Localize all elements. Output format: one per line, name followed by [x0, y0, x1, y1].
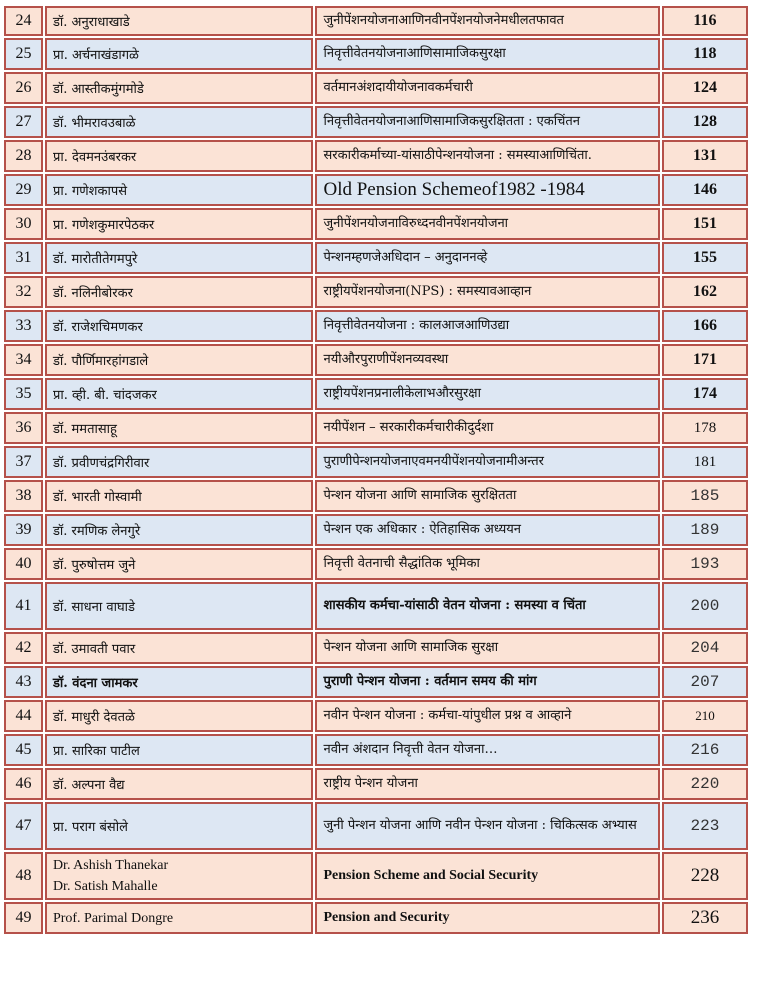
serial-number: 30 — [4, 208, 43, 240]
article-title: पेन्शन योजना आणि सामाजिक सुरक्षा — [315, 632, 659, 664]
serial-number: 36 — [4, 412, 43, 444]
table-row — [4, 548, 748, 580]
table-row — [4, 734, 748, 766]
serial-number: 24 — [4, 6, 43, 36]
article-title: पुराणीपेन्शनयोजनाएवमनयीपेंशनयोजनामीअन्तर — [315, 446, 659, 478]
author-name: Prof. Parimal Dongre — [45, 902, 314, 934]
page-number: 118 — [662, 38, 748, 70]
serial-number: 40 — [4, 548, 43, 580]
page-number: 116 — [662, 6, 748, 36]
table-row — [4, 768, 748, 800]
table-row — [4, 480, 748, 512]
serial-number: 28 — [4, 140, 43, 172]
table-row — [4, 174, 748, 206]
author-name: प्रा. सारिका पाटील — [45, 734, 314, 766]
article-title: सरकारीकर्माच्या-यांसाठीपेन्शनयोजना : समस्याआणिचिंता. — [315, 140, 659, 172]
page-number: 236 — [662, 902, 748, 934]
article-title: नवीन अंशदान निवृत्ती वेतन योजना… — [315, 734, 659, 766]
serial-number: 32 — [4, 276, 43, 308]
table-row — [4, 582, 748, 630]
author-name: डॉ. राजेशचिमणकर — [45, 310, 314, 342]
page-number: 151 — [662, 208, 748, 240]
author-name: प्रा. गणेशकापसे — [45, 174, 314, 206]
table-row — [4, 72, 748, 104]
author-name: डॉ. मारोतीतेगमपुरे — [45, 242, 314, 274]
serial-number: 31 — [4, 242, 43, 274]
article-title: राष्ट्रीयपेंशनयोजना(NPS) : समस्यावआव्हान — [315, 276, 659, 308]
serial-number: 35 — [4, 378, 43, 410]
author-name: डॉ. पौर्णिमारहांगडाले — [45, 344, 314, 376]
serial-number: 38 — [4, 480, 43, 512]
table-row — [4, 446, 748, 478]
article-title: पेन्शन एक अधिकार : ऐतिहासिक अध्ययन — [315, 514, 659, 546]
author-name: डॉ. आस्तीकमुंगमोडे — [45, 72, 314, 104]
table-row — [4, 208, 748, 240]
table-row — [4, 344, 748, 376]
article-title: नयीपेंशन – सरकारीकर्मचारीकीदुर्दशा — [315, 412, 659, 444]
serial-number: 26 — [4, 72, 43, 104]
article-title: निवृत्ती वेतनाची सैद्धांतिक भूमिका — [315, 548, 659, 580]
page-number: 207 — [662, 666, 748, 698]
author-name: डॉ. अल्पना वैद्य — [45, 768, 314, 800]
serial-number: 33 — [4, 310, 43, 342]
serial-number: 41 — [4, 582, 43, 630]
author-name: डॉ. उमावती पवार — [45, 632, 314, 664]
author-name: डॉ. पुरुषोत्तम जुने — [45, 548, 314, 580]
serial-number: 46 — [4, 768, 43, 800]
page-number: 146 — [662, 174, 748, 206]
table-row — [4, 276, 748, 308]
author-name: प्रा. गणेशकुमारपेठकर — [45, 208, 314, 240]
table-row — [4, 140, 748, 172]
page-number: 166 — [662, 310, 748, 342]
serial-number: 27 — [4, 106, 43, 138]
table-row — [4, 310, 748, 342]
article-title: Old Pension Schemeof1982 -1984 — [315, 174, 659, 206]
serial-number: 34 — [4, 344, 43, 376]
page-number: 124 — [662, 72, 748, 104]
article-title: निवृत्तीवेतनयोजनाआणिसामाजिकसुरक्षितता : एकचिंतन — [315, 106, 659, 138]
table-row — [4, 902, 748, 934]
page-number: 204 — [662, 632, 748, 664]
article-title: निवृत्तीवेतनयोजनाआणिसामाजिकसुरक्षा — [315, 38, 659, 70]
author-name: डॉ. माधुरी देवतळे — [45, 700, 314, 732]
page-number: 181 — [662, 446, 748, 478]
article-title: वर्तमानअंशदायीयोजनावकर्मचारी — [315, 72, 659, 104]
author-name: डॉ. साधना वाघाडे — [45, 582, 314, 630]
table-row — [4, 514, 748, 546]
author-name: डॉ. ममतासाहू — [45, 412, 314, 444]
page-number: 131 — [662, 140, 748, 172]
article-title: Pension Scheme and Social Security — [315, 852, 659, 900]
article-title: निवृत्तीवेतनयोजना : कालआजआणिउद्या — [315, 310, 659, 342]
author-name-2: Dr. Satish Mahalle — [52, 879, 158, 894]
author-name: डॉ. प्रवीणचंद्रगिरीवार — [45, 446, 314, 478]
article-title: नयीऔरपुराणीपेंशनव्यवस्था — [315, 344, 659, 376]
page-number: 210 — [662, 700, 748, 732]
article-title: जुनीपेंशनयोजनाविरुध्दनवीनपेंशनयोजना — [315, 208, 659, 240]
serial-number: 44 — [4, 700, 43, 732]
serial-number: 29 — [4, 174, 43, 206]
page-number: 193 — [662, 548, 748, 580]
table-row — [4, 802, 748, 850]
article-title: जुनीपेंशनयोजनाआणिनवीनपेंशनयोजनेमधीलतफावत — [315, 6, 659, 36]
page-number: 200 — [662, 582, 748, 630]
author-name: प्रा. पराग बंसोले — [45, 802, 314, 850]
author-name-1: Dr. Ashish Thanekar — [52, 858, 169, 873]
serial-number: 39 — [4, 514, 43, 546]
serial-number: 45 — [4, 734, 43, 766]
serial-number: 48 — [4, 852, 43, 900]
author-name: डॉ. नलिनीबोरकर — [45, 276, 314, 308]
author-name: डॉ. भीमरावउबाळे — [45, 106, 314, 138]
article-title: नवीन पेन्शन योजना : कर्मचा-यांपुधील प्रश्न व आव्हाने — [315, 700, 659, 732]
page-number: 155 — [662, 242, 748, 274]
page-number: 171 — [662, 344, 748, 376]
article-title: Pension and Security — [315, 902, 659, 934]
author-name: डॉ. अनुराधाखाडे — [45, 6, 314, 36]
table-row — [4, 242, 748, 274]
author-name: प्रा. व्ही. बी. चांदजकर — [45, 378, 314, 410]
table-of-contents — [2, 4, 750, 936]
page-number: 178 — [662, 412, 748, 444]
serial-number: 42 — [4, 632, 43, 664]
table-row — [4, 106, 748, 138]
page-number: 220 — [662, 768, 748, 800]
page-number: 189 — [662, 514, 748, 546]
article-title: शासकीय कर्मचा-यांसाठी वेतन योजना : समस्या व चिंता — [315, 582, 659, 630]
table-row — [4, 412, 748, 444]
page-number: 216 — [662, 734, 748, 766]
table-row — [4, 378, 748, 410]
table-row — [4, 38, 748, 70]
article-title: राष्ट्रीयपेंशनप्रनालीकेलाभऔरसुरक्षा — [315, 378, 659, 410]
page-number: 174 — [662, 378, 748, 410]
serial-number: 43 — [4, 666, 43, 698]
author-name: डॉ. वंदना जामकर — [45, 666, 314, 698]
page-number: 228 — [662, 852, 748, 900]
serial-number: 37 — [4, 446, 43, 478]
page-number: 162 — [662, 276, 748, 308]
serial-number: 47 — [4, 802, 43, 850]
author-name: डॉ. रमणिक लेनगुरे — [45, 514, 314, 546]
article-title: पुराणी पेन्शन योजना : वर्तमान समय की मांग — [315, 666, 659, 698]
author-name: प्रा. अर्चनाखंडागळे — [45, 38, 314, 70]
serial-number: 25 — [4, 38, 43, 70]
table-row — [4, 6, 748, 36]
page-number: 223 — [662, 802, 748, 850]
table-row — [4, 700, 748, 732]
author-name: प्रा. देवमनउंबरकर — [45, 140, 314, 172]
table-row — [4, 632, 748, 664]
article-title: पेन्शन योजना आणि सामाजिक सुरक्षितता — [315, 480, 659, 512]
page-number: 128 — [662, 106, 748, 138]
table-row — [4, 852, 748, 900]
table-row — [4, 666, 748, 698]
article-title: राष्ट्रीय पेन्शन योजना — [315, 768, 659, 800]
article-title: पेन्शनम्हणजेअधिदान – अनुदाननव्हे — [315, 242, 659, 274]
serial-number: 49 — [4, 902, 43, 934]
author-name: डॉ. भारती गोस्वामी — [45, 480, 314, 512]
author-name — [45, 852, 314, 900]
page-number: 185 — [662, 480, 748, 512]
article-title: जुनी पेन्शन योजना आणि नवीन पेन्शन योजना : चिकित्सक अभ्यास — [315, 802, 659, 850]
